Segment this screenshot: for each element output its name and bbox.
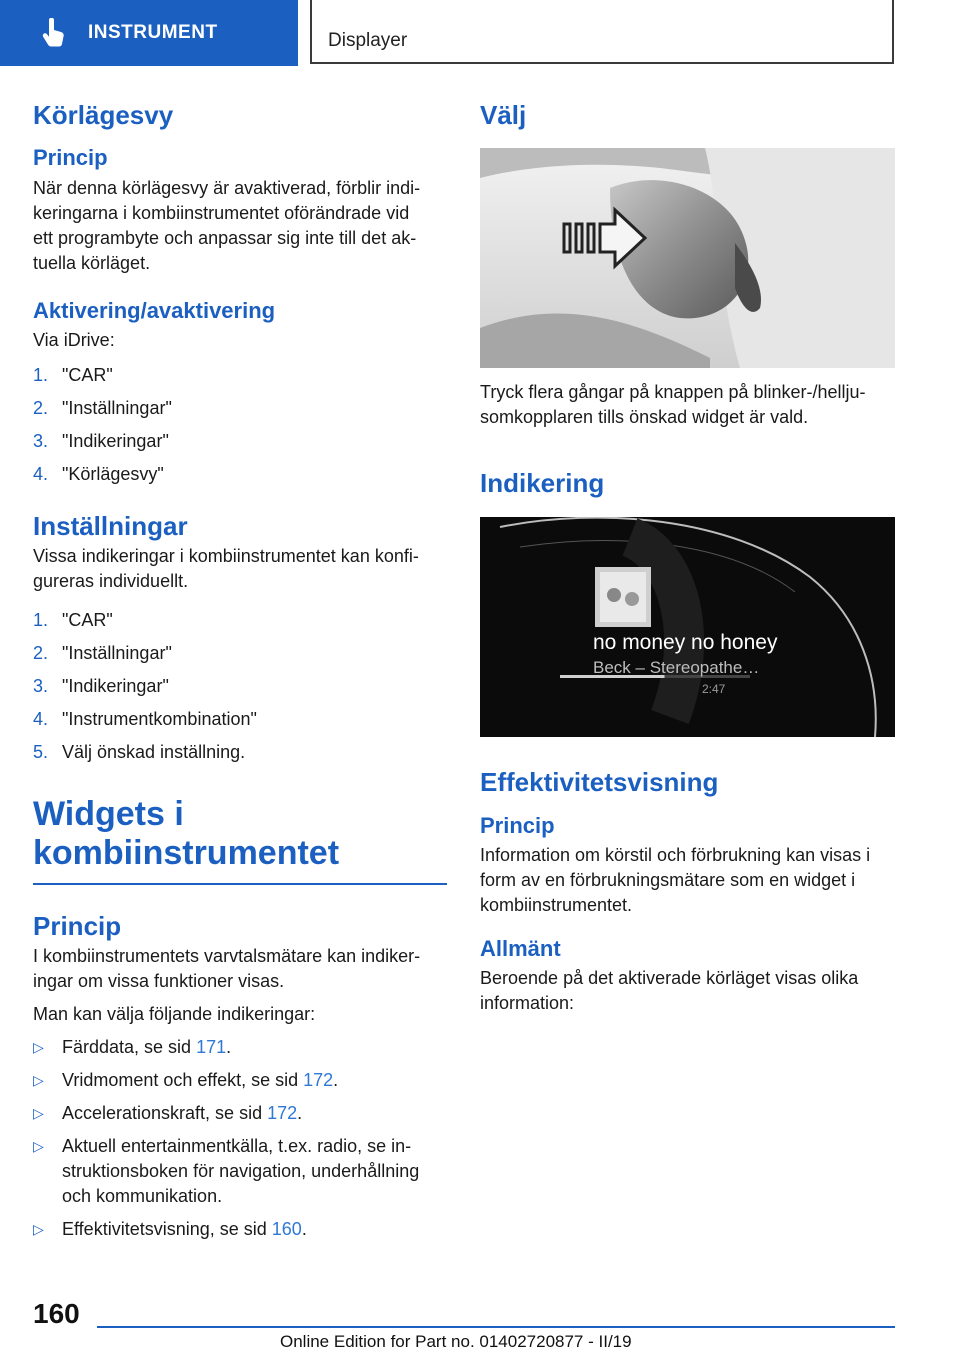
list-item: 2. "Inställningar": [33, 397, 172, 418]
paragraph-line: somkopplaren tills önskad widget är vald.: [480, 407, 809, 428]
song-time: 2:47: [702, 682, 726, 697]
hand-pointer-icon: [40, 18, 66, 48]
list-item: ▷ Accelerationskraft, se sid 172.: [33, 1101, 447, 1126]
list-item: 1. "CAR": [33, 364, 113, 385]
page-link[interactable]: 172: [267, 1103, 298, 1124]
heading-princip: Princip: [33, 145, 108, 171]
heading-indikering: Indikering: [480, 468, 605, 499]
list-item: 4. "Instrumentkombination": [33, 709, 257, 730]
list-item: ▷ Färddata, se sid 171.: [33, 1035, 447, 1060]
list-item: ▷ Vridmoment och effekt, se sid 172.: [33, 1068, 447, 1093]
paragraph-line: Information om körstil och förbrukning kan visas i: [480, 844, 871, 865]
paragraph-line: gureras individuellt.: [33, 571, 189, 592]
paragraph-line: keringarna i kombiinstrumentet oförändrade vid: [33, 202, 410, 223]
heading-allmant: Allmänt: [480, 935, 561, 961]
list-item: 3. "Indikeringar": [33, 676, 169, 697]
list-item: 5. Välj önskad inställning.: [33, 742, 246, 763]
chapter-title: Displayer: [328, 30, 408, 51]
heading-valj: Välj: [480, 100, 527, 130]
paragraph-line: kombiinstrumentet.: [480, 894, 633, 915]
paragraph-line: information:: [480, 993, 575, 1014]
heading-widgets-princip: Princip: [33, 911, 122, 942]
paragraph-line: Tryck flera gångar på knappen på blinker-/hellju-: [480, 382, 866, 403]
paragraph-line: tuella körläget.: [33, 252, 151, 273]
triangle-bullet-icon: ▷: [33, 1221, 44, 1238]
page-number: 160: [33, 1298, 80, 1329]
page-link[interactable]: 172: [303, 1070, 334, 1091]
paragraph-line: När denna körlägesvy är avaktiverad, förblir indi-: [33, 177, 421, 198]
paragraph-line: ingar om vissa funktioner visas.: [33, 971, 285, 992]
list-item: 1. "CAR": [33, 610, 113, 631]
page-link[interactable]: 171: [196, 1037, 227, 1058]
paragraph-line: form av en förbrukningsmätare som en widget i: [480, 869, 856, 890]
triangle-bullet-icon: ▷: [33, 1105, 44, 1122]
paragraph-line: I kombiinstrumentets varvtalsmätare kan indiker-: [33, 946, 421, 967]
heading-effektivitet: Effektivitetsvisning: [480, 767, 719, 798]
display-illustration: [480, 517, 895, 737]
list-item: ▷ Effektivitetsvisning, se sid 160.: [33, 1217, 447, 1242]
triangle-bullet-icon: ▷: [33, 1039, 44, 1056]
triangle-bullet-icon: ▷: [33, 1072, 44, 1089]
page-link[interactable]: 160: [271, 1219, 302, 1240]
paragraph-intro: Man kan välja följande indikeringar:: [33, 1004, 316, 1025]
song-artist: Beck – Stereopathe…: [593, 658, 760, 678]
triangle-bullet-icon: ▷: [33, 1138, 44, 1155]
via-idrive: Via iDrive:: [33, 329, 115, 350]
widget-list: [33, 1035, 447, 1242]
stalk-switch-image: [480, 148, 895, 368]
song-title: no money no honey: [593, 631, 778, 655]
list-item: 3. "Indikeringar": [33, 430, 169, 451]
heading-aktivering: Aktivering/avaktivering: [33, 297, 276, 323]
right-column: [480, 100, 895, 1016]
heading-korlagesvy: Körlägesvy: [33, 100, 174, 130]
footer-rule: [97, 1326, 895, 1328]
paragraph-line: Beroende på det aktiverade körläget visas olika: [480, 968, 859, 989]
heading-eff-princip: Princip: [480, 812, 555, 838]
heading-installningar: Inställningar: [33, 510, 188, 541]
steps-korlagesvy: [33, 363, 447, 487]
edition-note: Online Edition for Part no. 01402720877 - II/19: [280, 1332, 632, 1351]
section-tab: [0, 0, 298, 66]
list-item: 4. "Körlägesvy": [33, 463, 164, 484]
paragraph-line: ett programbyte och anpassar sig inte till det ak-: [33, 227, 417, 248]
left-column: [33, 100, 447, 1250]
chapter-header: [310, 0, 894, 64]
stalk-switch-illustration: [480, 148, 895, 368]
list-item: 2. "Inställningar": [33, 643, 172, 664]
paragraph-line: Vissa indikeringar i kombiinstrumentet kan konfi-: [33, 546, 419, 567]
instrument-display-image: [480, 517, 895, 737]
section-label: INSTRUMENT: [88, 22, 218, 43]
heading-widgets: Widgets i kombiinstrumentet: [33, 795, 340, 873]
steps-installningar: [33, 608, 447, 765]
list-item: ▷ Aktuell entertainmentkälla, t.ex. radio, se in- struktionsboken för navigation, underhållning och kommunikation.: [33, 1134, 447, 1209]
